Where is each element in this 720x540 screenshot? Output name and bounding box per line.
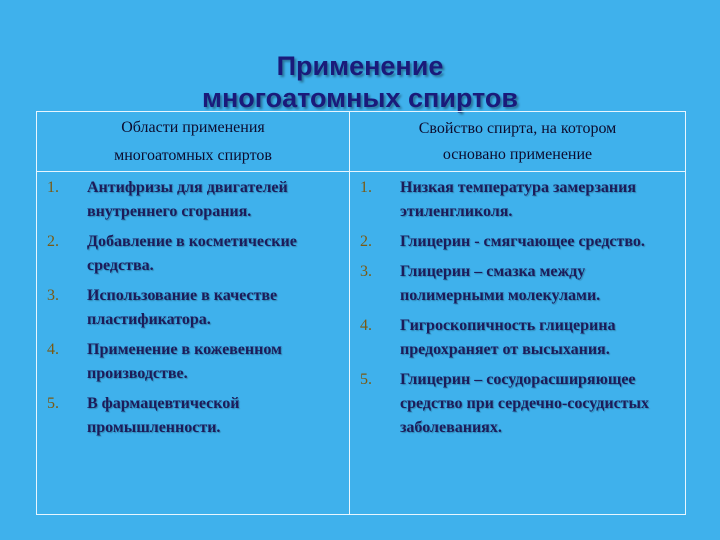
list-item bbox=[350, 260, 685, 308]
properties-list bbox=[350, 176, 685, 446]
list-item bbox=[37, 176, 349, 224]
item-text: Применение в кожевенном производстве. bbox=[87, 341, 282, 382]
item-number: 3. bbox=[47, 287, 59, 304]
item-text: В фармацевтической промышленности. bbox=[87, 395, 240, 436]
item-number: 3. bbox=[360, 263, 372, 280]
item-number: 5. bbox=[47, 395, 59, 412]
item-number: 2. bbox=[47, 233, 59, 250]
slide-title-line1: Применение bbox=[276, 51, 444, 81]
list-item bbox=[350, 314, 685, 362]
item-number: 1. bbox=[47, 179, 59, 196]
item-text: Глицерин – смазка между полимерными молекулами. bbox=[400, 263, 601, 304]
slide-title-line2: многоатомных спиртов bbox=[201, 83, 519, 113]
item-number: 2. bbox=[360, 233, 372, 250]
header-applications bbox=[37, 112, 349, 171]
header-properties-line1: Свойство спирта, на котором bbox=[418, 119, 617, 137]
item-text: Гигроскопичность глицерина предохраняет от высыхания. bbox=[400, 317, 616, 358]
item-number: 4. bbox=[47, 341, 59, 358]
list-item bbox=[350, 176, 685, 224]
applications-list bbox=[37, 176, 349, 446]
header-divider bbox=[37, 171, 685, 172]
item-text: Низкая температура замерзания этиленгликоля. bbox=[400, 179, 636, 220]
list-item bbox=[37, 338, 349, 386]
item-number: 5. bbox=[360, 371, 372, 388]
header-properties-line2: основано применение bbox=[442, 145, 593, 163]
header-applications-line2: многоатомных спиртов bbox=[114, 146, 272, 164]
item-text: Глицерин – сосудорасширяющее средство при сердечно-сосудистых заболеваниях. bbox=[400, 371, 650, 436]
item-text: Антифризы для двигателей внутреннего сгорания. bbox=[87, 179, 288, 220]
item-text: Глицерин - смягчающее средство. bbox=[400, 233, 645, 250]
list-item bbox=[350, 230, 685, 254]
applications-table bbox=[36, 111, 686, 515]
item-number: 4. bbox=[360, 317, 372, 334]
list-item bbox=[37, 392, 349, 440]
item-text: Добавление в косметические средства. bbox=[87, 233, 297, 274]
list-item bbox=[350, 368, 685, 440]
slide-title bbox=[0, 50, 720, 114]
header-properties bbox=[350, 112, 685, 171]
header-applications-line1: Области применения bbox=[121, 118, 265, 136]
item-number: 1. bbox=[360, 179, 372, 196]
list-item bbox=[37, 284, 349, 332]
item-text: Использование в качестве пластификатора. bbox=[87, 287, 278, 328]
list-item bbox=[37, 230, 349, 278]
